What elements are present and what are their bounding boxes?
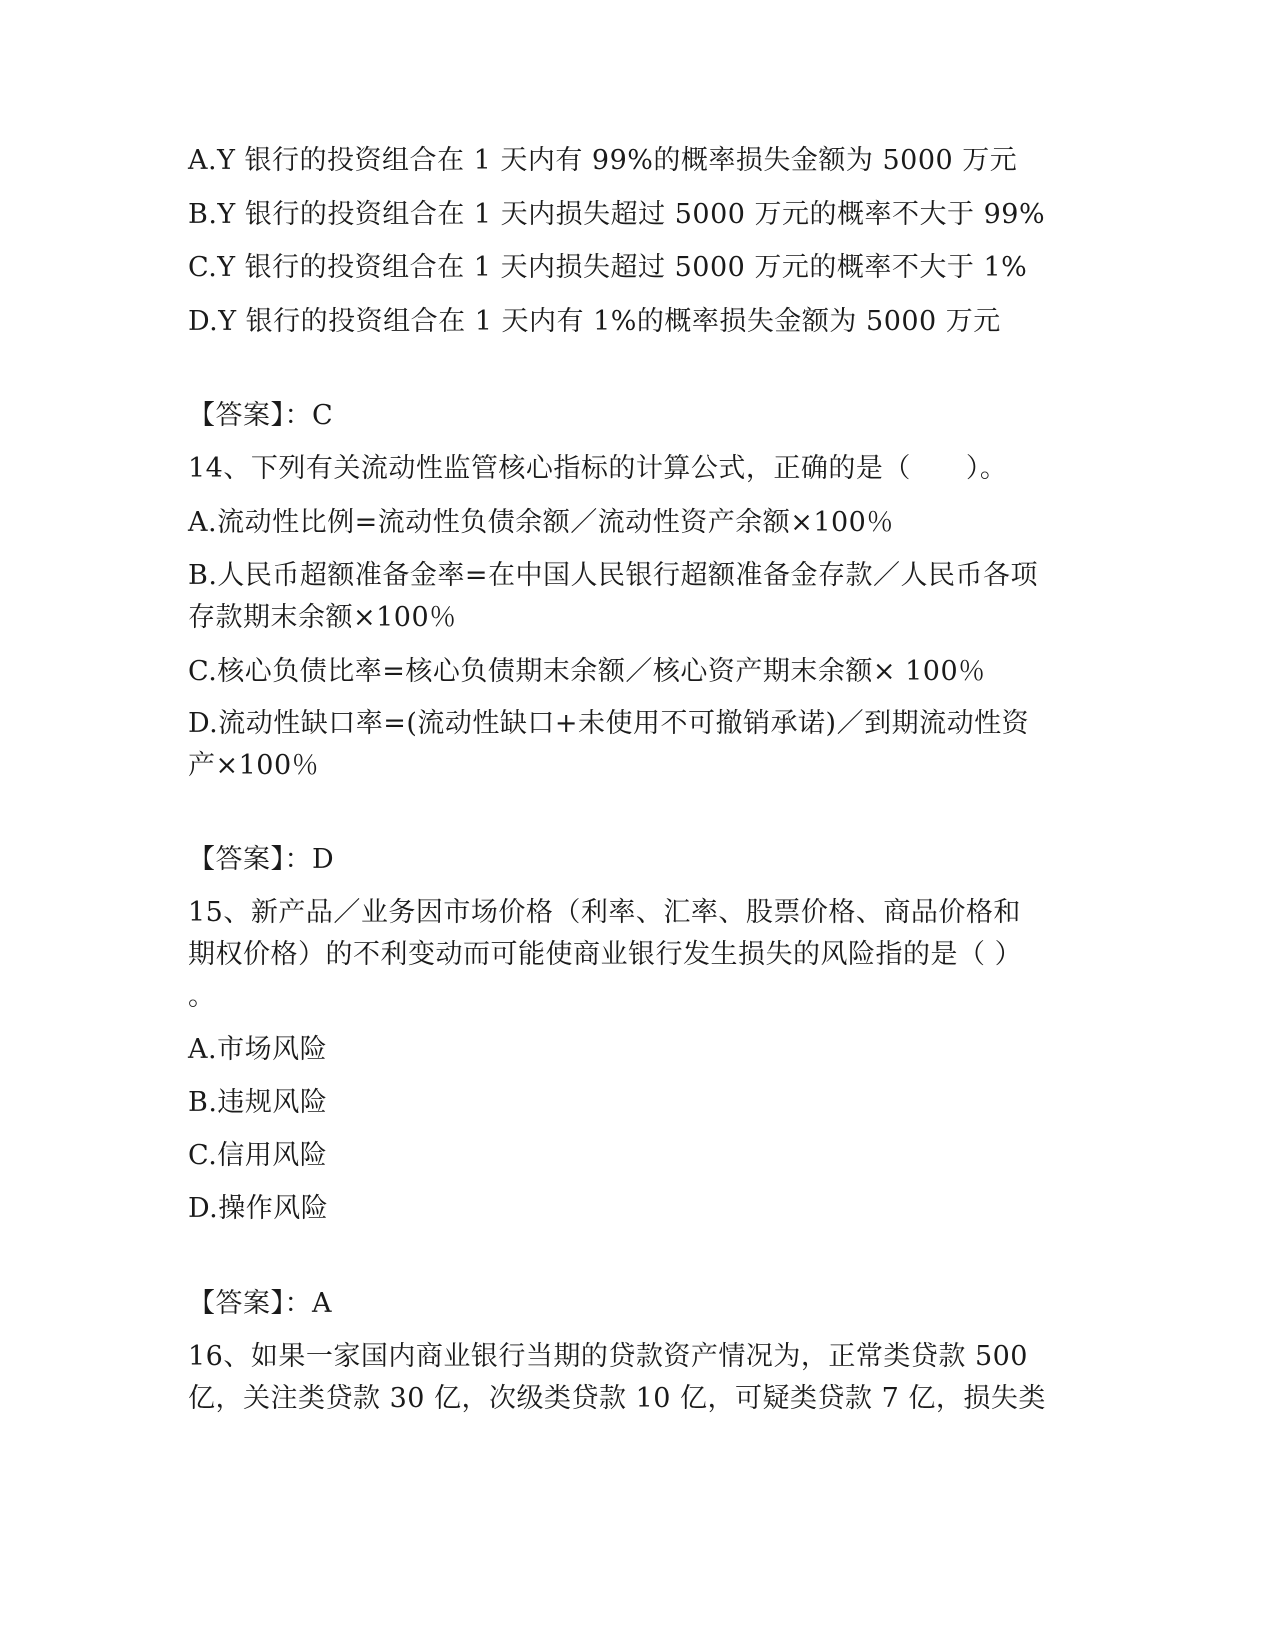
q14-answer: 【答案】：D bbox=[188, 844, 335, 875]
q13-option-b: B.Y 银行的投资组合在 1 天内损失超过 5000 万元的概率不大于 99% bbox=[188, 199, 1046, 230]
q13-option-d: D.Y 银行的投资组合在 1 天内有 1%的概率损失金额为 5000 万元 bbox=[188, 306, 1001, 337]
q15-question-line-2: 期权价格）的不利变动而可能使商业银行发生损失的风险指的是（ ） bbox=[188, 939, 1023, 970]
q15-question-line-1: 15、新产品／业务因市场价格（利率、汇率、股票价格、商品价格和 bbox=[188, 897, 1021, 928]
q13-answer: 【答案】：C bbox=[188, 400, 334, 431]
q15-option-b: B.违规风险 bbox=[188, 1087, 328, 1118]
q15-answer: 【答案】：A bbox=[188, 1288, 332, 1319]
q16-question-line-2: 亿，关注类贷款 30 亿，次级类贷款 10 亿，可疑类贷款 7 亿，损失类 bbox=[188, 1383, 1046, 1414]
q14-option-b-cont: 存款期末余额×100％ bbox=[188, 602, 457, 633]
q13-option-a: A.Y 银行的投资组合在 1 天内有 99%的概率损失金额为 5000 万元 bbox=[188, 145, 1018, 176]
q13-option-c: C.Y 银行的投资组合在 1 天内损失超过 5000 万元的概率不大于 1% bbox=[188, 252, 1028, 283]
q15-option-c: C.信用风险 bbox=[188, 1140, 328, 1171]
q15-option-a: A.市场风险 bbox=[188, 1034, 328, 1065]
q14-option-a: A.流动性比例=流动性负债余额／流动性资产余额×100％ bbox=[188, 507, 894, 538]
q15-option-d: D.操作风险 bbox=[188, 1193, 329, 1224]
q16-question-line-1: 16、如果一家国内商业银行当期的贷款资产情况为，正常类贷款 500 bbox=[188, 1341, 1028, 1372]
q14-option-d: D.流动性缺口率=(流动性缺口+未使用不可撤销承诺)／到期流动性资 bbox=[188, 708, 1030, 739]
q14-option-c: C.核心负债比率=核心负债期末余额／核心资产期末余额× 100％ bbox=[188, 656, 986, 687]
q14-question: 14、下列有关流动性监管核心指标的计算公式，正确的是（ ）。 bbox=[188, 453, 1008, 484]
q14-option-d-cont: 产×100％ bbox=[188, 750, 320, 781]
q15-question-line-3: 。 bbox=[188, 981, 216, 1012]
q14-option-b: B.人民币超额准备金率=在中国人民银行超额准备金存款／人民币各项 bbox=[188, 560, 1039, 591]
